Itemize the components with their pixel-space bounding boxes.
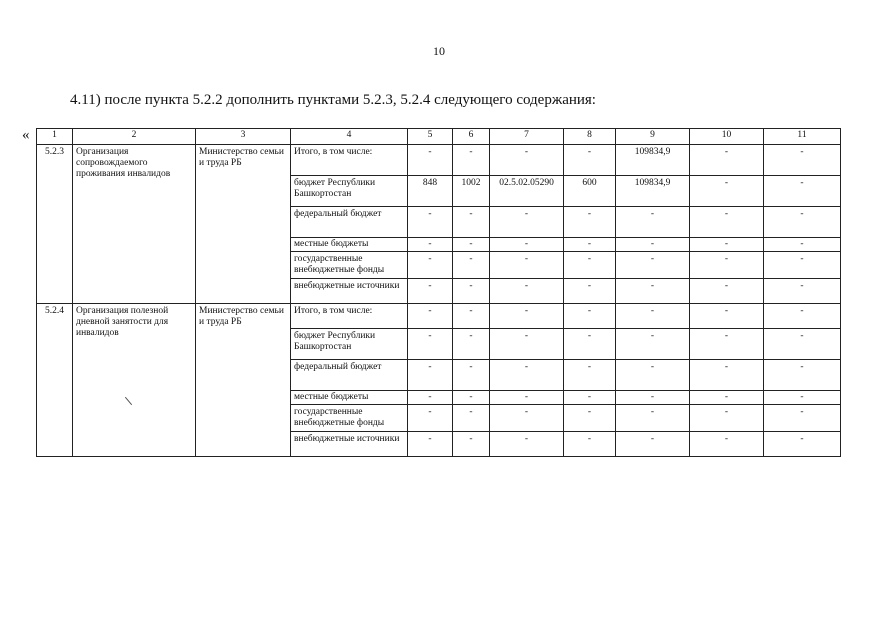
table-cell: - — [564, 303, 616, 328]
table-cell: - — [690, 278, 764, 303]
table-cell: - — [490, 328, 564, 359]
funding-source: государственные внебюджетные фонды — [291, 404, 408, 431]
table-cell: - — [408, 431, 453, 456]
table-cell: - — [408, 238, 453, 252]
table-cell: - — [453, 328, 490, 359]
table-cell: - — [408, 303, 453, 328]
table-cell: - — [490, 390, 564, 404]
table-cell: - — [453, 207, 490, 238]
table-cell: - — [453, 359, 490, 390]
table-cell: - — [564, 278, 616, 303]
column-header: 9 — [616, 129, 690, 145]
table-cell: - — [764, 404, 841, 431]
table-cell: - — [564, 390, 616, 404]
item-number: 5.2.4 — [37, 303, 73, 456]
table-cell: - — [453, 431, 490, 456]
funding-source: бюджет Республики Башкортостан — [291, 328, 408, 359]
item-name: Организация сопровождаемого проживания инвалидов — [73, 145, 196, 304]
table-cell: - — [408, 207, 453, 238]
table-cell: - — [616, 431, 690, 456]
table-cell: 109834,9 — [616, 145, 690, 176]
table-cell: 600 — [564, 176, 616, 207]
table-cell: - — [764, 207, 841, 238]
table-cell: 1002 — [453, 176, 490, 207]
table-cell: - — [690, 238, 764, 252]
table-cell: - — [490, 303, 564, 328]
table-cell: - — [408, 404, 453, 431]
funding-source: государственные внебюджетные фонды — [291, 251, 408, 278]
page-number: 10 — [433, 44, 445, 58]
column-header: 4 — [291, 129, 408, 145]
table-cell: - — [764, 278, 841, 303]
table-cell: - — [690, 145, 764, 176]
table-cell: - — [564, 359, 616, 390]
table-cell: - — [616, 303, 690, 328]
table-row — [37, 303, 841, 328]
item-name: Организация полезной дневной занятости для инвалидов — [73, 303, 196, 456]
table-cell: - — [453, 278, 490, 303]
table-cell: - — [616, 359, 690, 390]
table-cell: - — [564, 328, 616, 359]
table-cell: - — [490, 251, 564, 278]
table-cell: - — [764, 390, 841, 404]
funding-source: Итого, в том числе: — [291, 303, 408, 328]
table-cell: - — [490, 359, 564, 390]
column-header: 8 — [564, 129, 616, 145]
table-row — [37, 145, 841, 176]
open-quote-mark: « — [22, 127, 30, 143]
table-cell: - — [490, 238, 564, 252]
table-cell: - — [690, 207, 764, 238]
table-cell: - — [690, 328, 764, 359]
column-header: 1 — [37, 129, 73, 145]
funding-source: федеральный бюджет — [291, 207, 408, 238]
table-cell: - — [564, 431, 616, 456]
table-cell: - — [764, 176, 841, 207]
table-cell: - — [764, 238, 841, 252]
table-cell: - — [564, 404, 616, 431]
table-cell: - — [490, 404, 564, 431]
funding-source: местные бюджеты — [291, 390, 408, 404]
table-cell: - — [764, 251, 841, 278]
funding-source: Итого, в том числе: — [291, 145, 408, 176]
table-cell: - — [564, 145, 616, 176]
table-cell: - — [616, 251, 690, 278]
table-cell: - — [690, 404, 764, 431]
table-cell: - — [690, 431, 764, 456]
table-cell: - — [453, 251, 490, 278]
table-cell: - — [490, 145, 564, 176]
table-cell: - — [764, 303, 841, 328]
table-cell: - — [764, 145, 841, 176]
table-cell: - — [764, 431, 841, 456]
table-cell: - — [490, 431, 564, 456]
item-executor: Министерство семьи и труда РБ — [196, 145, 291, 304]
table-cell: - — [690, 390, 764, 404]
funding-source: внебюджетные источники — [291, 431, 408, 456]
table-cell: - — [616, 404, 690, 431]
column-header: 6 — [453, 129, 490, 145]
column-header: 11 — [764, 129, 841, 145]
item-executor: Министерство семьи и труда РБ — [196, 303, 291, 456]
column-header: 7 — [490, 129, 564, 145]
item-number: 5.2.3 — [37, 145, 73, 304]
table-cell: - — [616, 328, 690, 359]
table-cell: - — [453, 390, 490, 404]
table-cell: - — [453, 404, 490, 431]
table-cell: - — [616, 207, 690, 238]
table-cell: - — [408, 359, 453, 390]
table-header-row — [37, 129, 841, 145]
table-cell: - — [690, 251, 764, 278]
funding-source: бюджет Республики Башкортостан — [291, 176, 408, 207]
table-cell: - — [564, 238, 616, 252]
column-header: 2 — [73, 129, 196, 145]
table-cell: - — [616, 278, 690, 303]
table-cell: - — [453, 303, 490, 328]
table-cell: - — [453, 238, 490, 252]
table-cell: - — [690, 176, 764, 207]
table-cell: - — [564, 207, 616, 238]
column-header: 5 — [408, 129, 453, 145]
intro-paragraph: 4.11) после пункта 5.2.2 дополнить пунктами 5.2.3, 5.2.4 следующего содержания: — [70, 92, 596, 108]
funding-source: федеральный бюджет — [291, 359, 408, 390]
funding-source: местные бюджеты — [291, 238, 408, 252]
table-cell: - — [616, 390, 690, 404]
table-cell: - — [453, 145, 490, 176]
budget-table — [36, 128, 841, 457]
table-cell: 02.5.02.05290 — [490, 176, 564, 207]
table-cell: - — [490, 278, 564, 303]
column-header: 10 — [690, 129, 764, 145]
table-cell: - — [764, 359, 841, 390]
table-cell: - — [564, 251, 616, 278]
table-cell: 848 — [408, 176, 453, 207]
table-cell: - — [408, 278, 453, 303]
table-cell: - — [408, 328, 453, 359]
column-header: 3 — [196, 129, 291, 145]
table-cell: - — [616, 238, 690, 252]
table-cell: - — [764, 328, 841, 359]
table-cell: - — [408, 390, 453, 404]
table-cell: - — [690, 359, 764, 390]
table-cell: - — [408, 251, 453, 278]
funding-source: внебюджетные источники — [291, 278, 408, 303]
table-cell: 109834,9 — [616, 176, 690, 207]
table-cell: - — [408, 145, 453, 176]
table-cell: - — [490, 207, 564, 238]
table-cell: - — [690, 303, 764, 328]
